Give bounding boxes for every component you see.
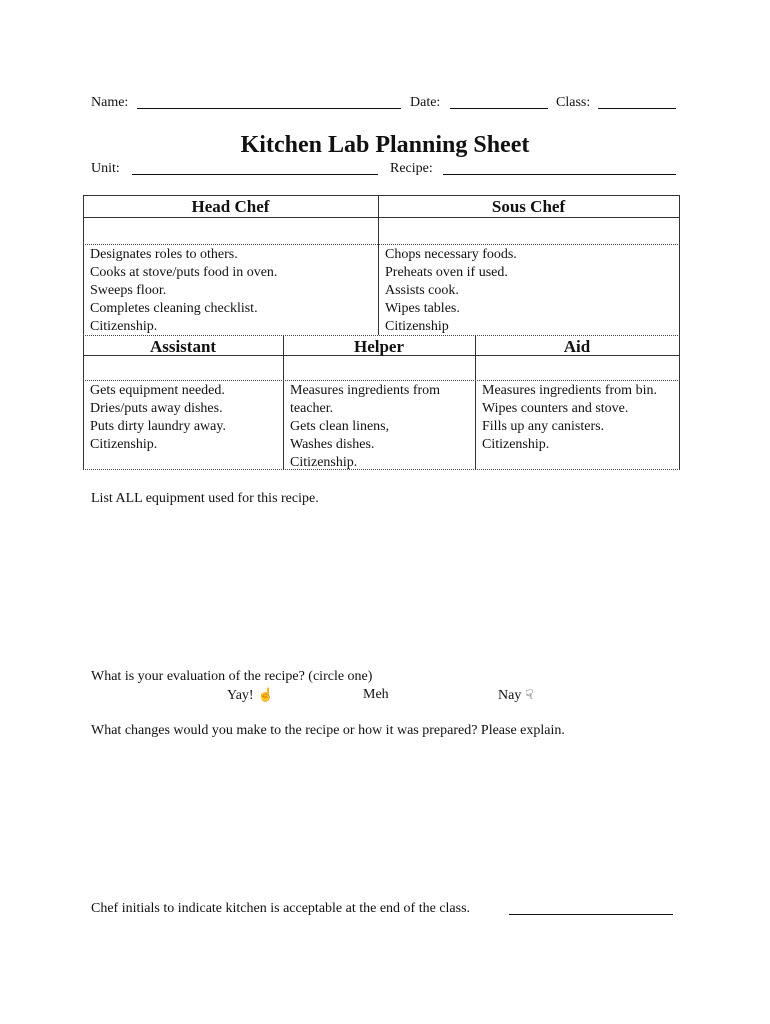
date-field[interactable] (450, 108, 548, 109)
duty-item: Dries/puts away dishes. (90, 401, 223, 416)
equipment-answer-area[interactable] (91, 512, 679, 662)
recipe-field[interactable] (443, 174, 676, 175)
option-yay-label: Yay! (227, 688, 254, 703)
duty-item: Citizenship (385, 319, 449, 334)
class-label: Class: (556, 95, 591, 110)
role-duties-aid (482, 382, 657, 454)
duty-item: Gets equipment needed. (90, 383, 225, 398)
table-rule (83, 244, 680, 245)
duty-item: Cooks at stove/puts food in oven. (90, 265, 278, 280)
equipment-question: List ALL equipment used for this recipe. (91, 491, 319, 506)
table-rule (83, 380, 680, 381)
name-label: Name: (91, 95, 129, 110)
duty-item: Preheats oven if used. (385, 265, 508, 280)
option-nay-label: Nay (498, 688, 522, 703)
role-duties-head-chef (90, 246, 277, 336)
duty-item: Wipes tables. (385, 301, 460, 316)
duty-item: Gets clean linens, (290, 419, 390, 434)
initials-field[interactable] (509, 914, 673, 915)
table-rule (83, 217, 680, 218)
duty-item: Measures ingredients from (290, 383, 441, 398)
name-field[interactable] (137, 108, 401, 109)
duty-item: Chops necessary foods. (385, 247, 517, 262)
option-nay[interactable] (498, 686, 533, 705)
changes-question: What changes would you make to the recipe or how it was prepared? Please explain. (91, 723, 565, 738)
date-label: Date: (410, 95, 441, 110)
duty-item: Wipes counters and stove. (482, 401, 629, 416)
duty-item: Citizenship. (90, 437, 158, 452)
unit-label: Unit: (91, 161, 120, 176)
duty-item: Assists cook. (385, 283, 459, 298)
role-title-aid: Aid (563, 337, 591, 356)
table-border-right (679, 195, 680, 470)
table-border-top (83, 195, 680, 196)
duty-item: teacher. (290, 401, 334, 416)
duty-item: Fills up any canisters. (482, 419, 605, 434)
duty-item: Sweeps floor. (90, 283, 167, 298)
duty-item: Citizenship. (482, 437, 550, 452)
role-duties-assistant (90, 382, 226, 454)
duty-item: Designates roles to others. (90, 247, 238, 262)
duty-item: Citizenship. (290, 455, 358, 470)
role-title-sous-chef: Sous Chef (491, 197, 566, 216)
duty-item: Washes dishes. (290, 437, 375, 452)
thumbs-down-icon: ☟ (525, 687, 534, 702)
thumbs-up-icon: ☝ (257, 687, 274, 702)
table-border-left (83, 195, 84, 470)
role-duties-sous-chef (385, 246, 517, 336)
role-duties-helper (290, 382, 440, 472)
duty-item: Measures ingredients from bin. (482, 383, 657, 398)
option-meh[interactable]: Meh (363, 687, 389, 702)
evaluation-question: What is your evaluation of the recipe? (circle one) (91, 669, 373, 684)
duty-item: Citizenship. (90, 319, 158, 334)
duty-item: Puts dirty laundry away. (90, 419, 226, 434)
role-title-head-chef: Head Chef (191, 197, 270, 216)
recipe-label: Recipe: (390, 161, 433, 176)
duty-item: Completes cleaning checklist. (90, 301, 258, 316)
changes-answer-area[interactable] (91, 744, 679, 894)
option-yay[interactable] (227, 686, 274, 705)
unit-field[interactable] (132, 174, 378, 175)
page-title: Kitchen Lab Planning Sheet (240, 132, 530, 158)
role-title-assistant: Assistant (149, 337, 217, 356)
class-field[interactable] (598, 108, 676, 109)
role-title-helper: Helper (353, 337, 405, 356)
initials-statement: Chef initials to indicate kitchen is acceptable at the end of the class. (91, 901, 471, 916)
